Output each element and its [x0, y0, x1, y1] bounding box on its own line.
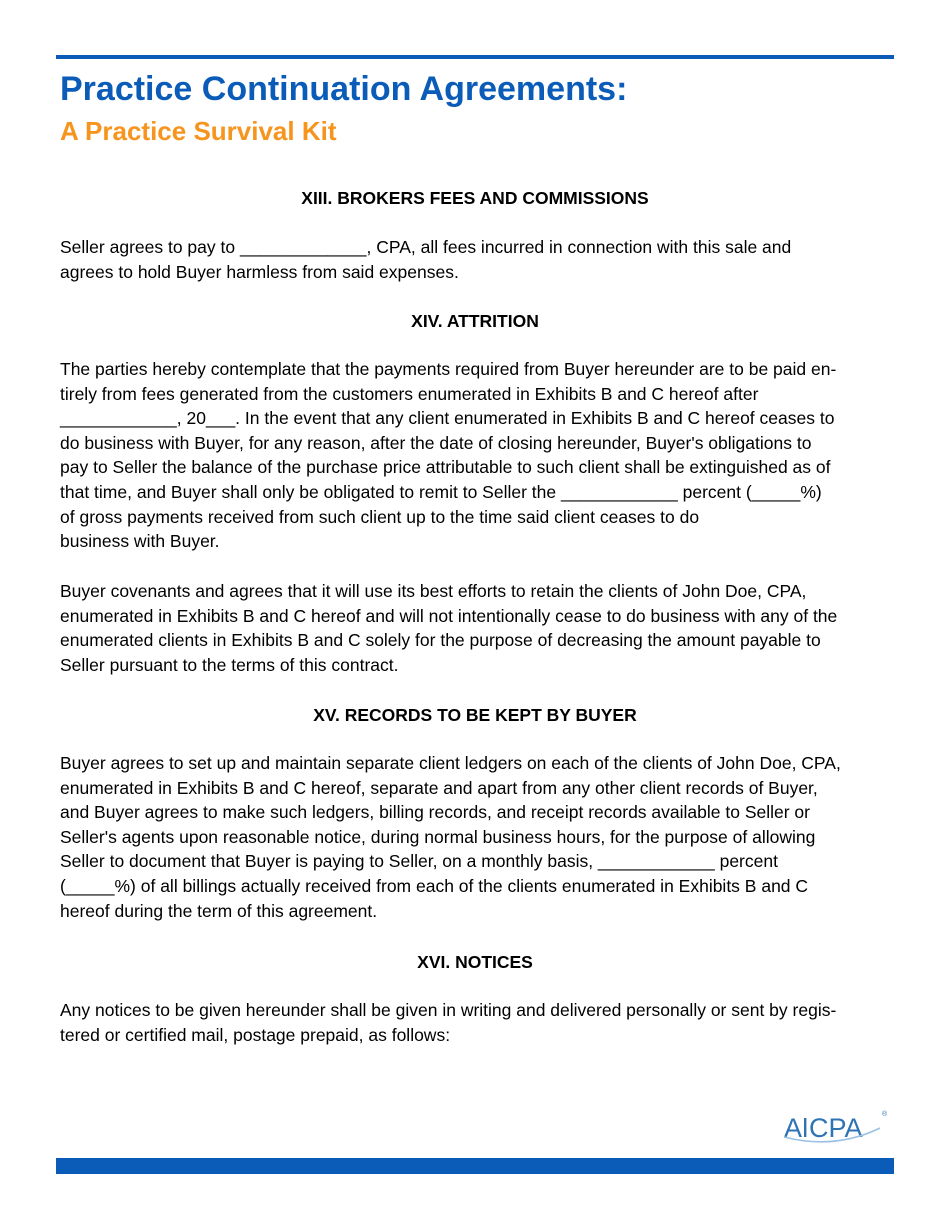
- text-line: agrees to hold Buyer harmless from said expenses.: [60, 261, 459, 282]
- text-line: Buyer agrees to set up and maintain separate client ledgers on each of the clients of John Doe, CPA,: [60, 753, 841, 773]
- text-line: ____________, 20___. In the event that any client enumerated in Exhibits B and C hereof ceases to: [60, 408, 835, 429]
- paragraph-brokers-fees: [60, 235, 791, 284]
- text-line: hereof during the term of this agreement.: [60, 900, 378, 921]
- text-line: enumerated in Exhibits B and C hereof, separate and apart from any other client records of Buyer,: [60, 777, 818, 798]
- text-line: Seller pursuant to the terms of this contract.: [60, 654, 399, 675]
- paragraph-records: [60, 751, 841, 923]
- text-line: that time, and Buyer shall only be obligated to remit to Seller the ____________ percent (_____%): [60, 481, 822, 502]
- logo-i-stroke: [804, 1118, 806, 1137]
- bottom-bar: [56, 1158, 894, 1174]
- top-rule: [56, 55, 894, 59]
- text-line: Any notices to be given hereunder shall be given in writing and delivered personally or sent by regis-: [60, 1000, 837, 1020]
- section-heading-records: XV. RECORDS TO BE KEPT BY BUYER: [313, 705, 637, 725]
- text-line: enumerated in Exhibits B and C hereof and will not intentionally cease to do business with any of the: [60, 605, 838, 626]
- paragraph-attrition-covenant: [60, 579, 837, 677]
- page-subtitle: A Practice Survival Kit: [60, 116, 337, 146]
- paragraph-attrition-payments: [60, 357, 836, 554]
- text-line: tirely from fees generated from the customers enumerated in Exhibits B and C hereof after: [60, 383, 759, 404]
- text-line: Seller's agents upon reasonable notice, during normal business hours, for the purpose of allowing: [60, 826, 816, 847]
- text-line: pay to Seller the balance of the purchase price attributable to such client shall be extinguished as of: [60, 457, 831, 478]
- text-line: do business with Buyer, for any reason, after the date of closing hereunder, Buyer's obligations to: [60, 432, 812, 453]
- text-line: enumerated clients in Exhibits B and C solely for the purpose of decreasing the amount payable to: [60, 630, 821, 651]
- text-line: of gross payments received from such client up to the time said client ceases to do: [60, 506, 700, 527]
- svg-text:®: ®: [882, 1111, 888, 1118]
- text-line: business with Buyer.: [60, 531, 220, 552]
- paragraph-notices: [60, 998, 836, 1047]
- text-line: Seller agrees to pay to _____________, CPA, all fees incurred in connection with this sale and: [60, 237, 792, 257]
- text-line: (_____%) of all billings actually received from each of the clients enumerated in Exhibits B and C: [60, 875, 809, 896]
- text-line: The parties hereby contemplate that the payments required from Buyer hereunder are to be paid en-: [60, 359, 837, 379]
- section-heading-notices: XVI. NOTICES: [417, 952, 533, 972]
- text-line: and Buyer agrees to make such ledgers, billing records, and receipt records available to Seller or: [60, 802, 810, 823]
- text-line: tered or certified mail, postage prepaid, as follows:: [60, 1024, 451, 1045]
- svg-text:CPA: CPA: [809, 1113, 863, 1143]
- svg-text:A: A: [784, 1113, 803, 1143]
- page-title: Practice Continuation Agreements:: [60, 70, 628, 108]
- text-line: Buyer covenants and agrees that it will use its best efforts to retain the clients of John Doe, CPA,: [60, 581, 807, 601]
- section-heading-attrition: XIV. ATTRITION: [411, 311, 539, 331]
- text-line: Seller to document that Buyer is paying to Seller, on a monthly basis, ____________ percent: [60, 851, 778, 872]
- section-heading-brokers-fees: XIII. BROKERS FEES AND COMMISSIONS: [301, 188, 649, 208]
- aicpa-logo: [780, 1106, 892, 1146]
